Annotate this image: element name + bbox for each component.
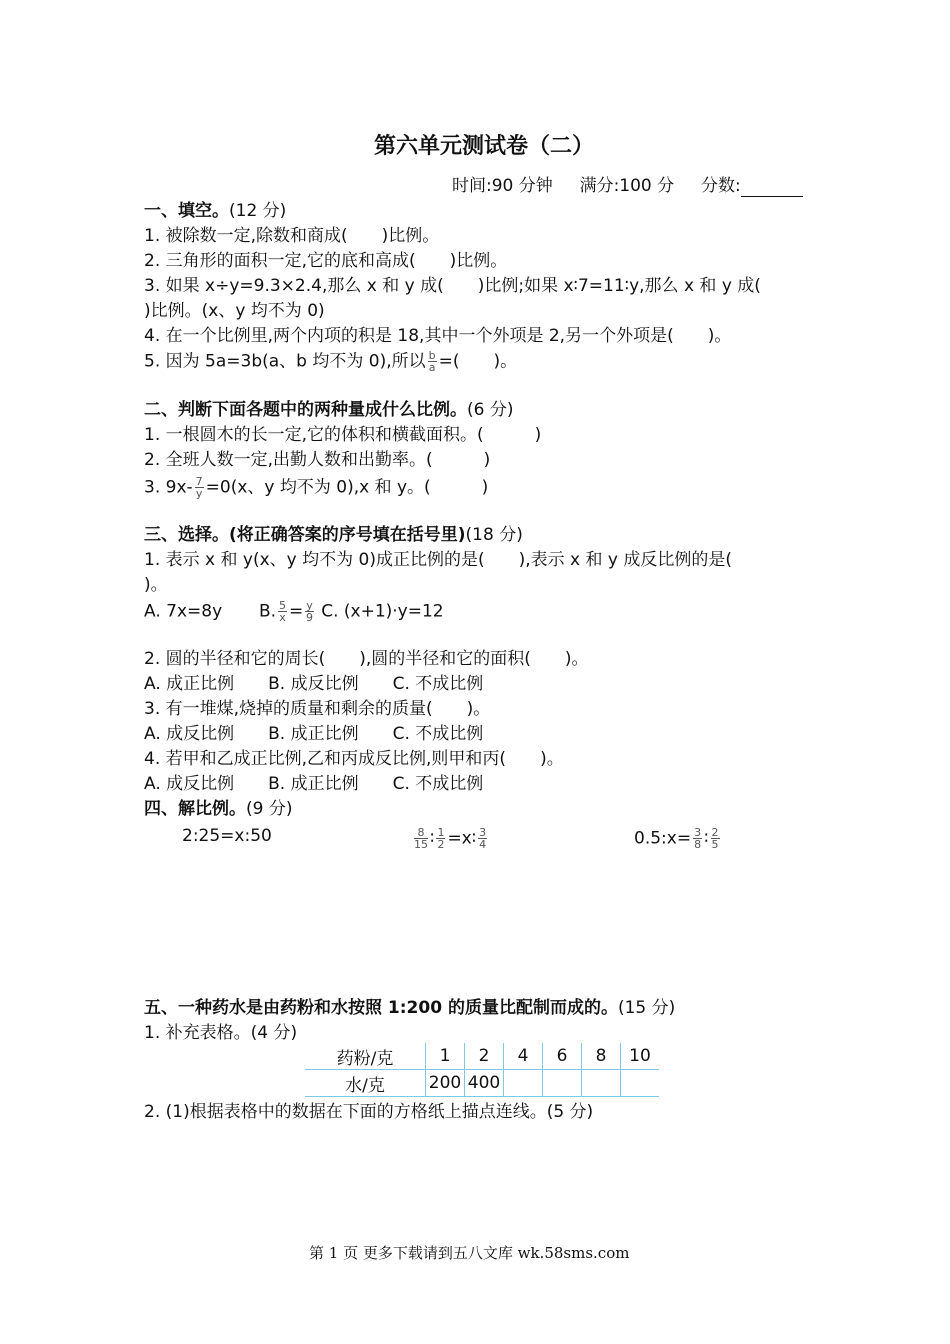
page-title: 第六单元测试卷（二） (374, 133, 595, 159)
section-3-heading: 三、选择。(将正确答案的序号填在括号里)(18 分) (144, 525, 523, 545)
equation-2: $\frac{8}{15}$ ∶ $\frac{1}{2}$ =x∶ $\frac{3}{4}$ (414, 826, 487, 851)
page-footer: 第 1 页 更多下载请到五八文库 wk.58sms.com (309, 1244, 630, 1262)
fraction-y-over-9: $\frac{y}{9}$ (306, 599, 314, 624)
ratio-table (305, 1043, 659, 1097)
s1-question-2: 2. 三角形的面积一定,它的底和高成( )比例。 (144, 251, 508, 271)
s3-question-3-options: A. 成反比例 B. 成正比例 C. 不成比例 (144, 724, 484, 744)
s3-question-1b: )。 (144, 575, 168, 595)
option-c: C. (x+1)·y=12 (321, 601, 444, 622)
table-cell: 1 (426, 1043, 465, 1070)
table-row (305, 1070, 659, 1097)
section-5-heading: 五、一种药水是由药粉和水按照 1:200 的质量比配制而成的。(15 分) (144, 998, 676, 1018)
s3-question-1a: 1. 表示 x 和 y(x、y 均不为 0)成正比例的是( ),表示 x 和 y 成反比例的是( (144, 550, 733, 570)
s2-question-2: 2. 全班人数一定,出勤人数和出勤率。( ) (144, 450, 491, 470)
option-a: A. 7x=8y (144, 601, 223, 622)
s1-question-1: 1. 被除数一定,除数和商成( )比例。 (144, 226, 440, 246)
s5-question-2: 2. (1)根据表格中的数据在下面的方格纸上描点连线。(5 分) (144, 1102, 594, 1122)
section-2-heading: 二、判断下面各题中的两种量成什么比例。(6 分) (144, 400, 514, 420)
s3-question-1-options: A. 7x=8y B. $\frac{5}{x}$ = $\frac{y}{9}$ C. (x+1)·y=12 (144, 599, 444, 624)
s1-question-3b: )比例。(x、y 均不为 0) (144, 301, 325, 321)
table-cell: 2 (465, 1043, 504, 1070)
s2-question-3: 3. 9x- $\frac{7}{y}$ =0(x、y 均不为 0),x 和 y。( ) (144, 475, 489, 500)
time-info: 时间:90 分钟 (452, 176, 553, 196)
fraction-5-over-x: $\frac{5}{x}$ (279, 599, 287, 624)
s3-question-4: 4. 若甲和乙成正比例,乙和丙成反比例,则甲和丙( )。 (144, 749, 564, 769)
full-score-info: 满分:100 分 (579, 176, 675, 196)
table-cell-blank[interactable] (621, 1070, 660, 1097)
fraction-7-over-y: $\frac{7}{y}$ (195, 475, 203, 500)
exam-meta (452, 175, 803, 197)
table-cell: 200 (426, 1070, 465, 1097)
table-cell-blank[interactable] (504, 1070, 543, 1097)
s1-question-5: 5. 因为 5a=3b(a、b 均不为 0),所以 $\frac{b}{a}$ =( )。 (144, 349, 518, 374)
table-row (305, 1043, 659, 1070)
s1-question-3a: 3. 如果 x÷y=9.3×2.4,那么 x 和 y 成( )比例;如果 x∶7=11∶y,那么 x 和 y 成( (144, 276, 761, 296)
section-1-heading: 一、填空。(12 分) (144, 201, 287, 221)
row-label-powder: 药粉/克 (305, 1043, 426, 1070)
table-cell-blank[interactable] (543, 1070, 582, 1097)
s3-question-3: 3. 有一堆煤,烧掉的质量和剩余的质量( )。 (144, 699, 491, 719)
equation-1: 2:25=x:50 (182, 826, 272, 846)
score-blank[interactable] (741, 178, 803, 197)
option-b: B. (258, 601, 277, 622)
score-label: 分数: (700, 176, 741, 196)
fraction-b-over-a: $\frac{b}{a}$ (428, 349, 436, 374)
table-cell: 10 (621, 1043, 660, 1070)
s2-question-1: 1. 一根圆木的长一定,它的体积和横截面积。( ) (144, 425, 542, 445)
section-4-heading: 四、解比例。(9 分) (144, 799, 293, 819)
s1-question-4: 4. 在一个比例里,两个内项的积是 18,其中一个外项是 2,另一个外项是( )。 (144, 326, 732, 346)
row-label-water: 水/克 (305, 1070, 426, 1097)
table-cell-blank[interactable] (582, 1070, 621, 1097)
s5-question-1: 1. 补充表格。(4 分) (144, 1023, 298, 1043)
s3-question-4-options: A. 成反比例 B. 成正比例 C. 不成比例 (144, 774, 484, 794)
table-cell: 4 (504, 1043, 543, 1070)
s3-question-2-options: A. 成正比例 B. 成反比例 C. 不成比例 (144, 674, 484, 694)
table-cell: 400 (465, 1070, 504, 1097)
table-cell: 8 (582, 1043, 621, 1070)
equation-3: 0.5:x= $\frac{3}{8}$ ∶ $\frac{2}{5}$ (634, 826, 719, 851)
table-cell: 6 (543, 1043, 582, 1070)
s3-question-2: 2. 圆的半径和它的周长( ),圆的半径和它的面积( )。 (144, 649, 589, 669)
